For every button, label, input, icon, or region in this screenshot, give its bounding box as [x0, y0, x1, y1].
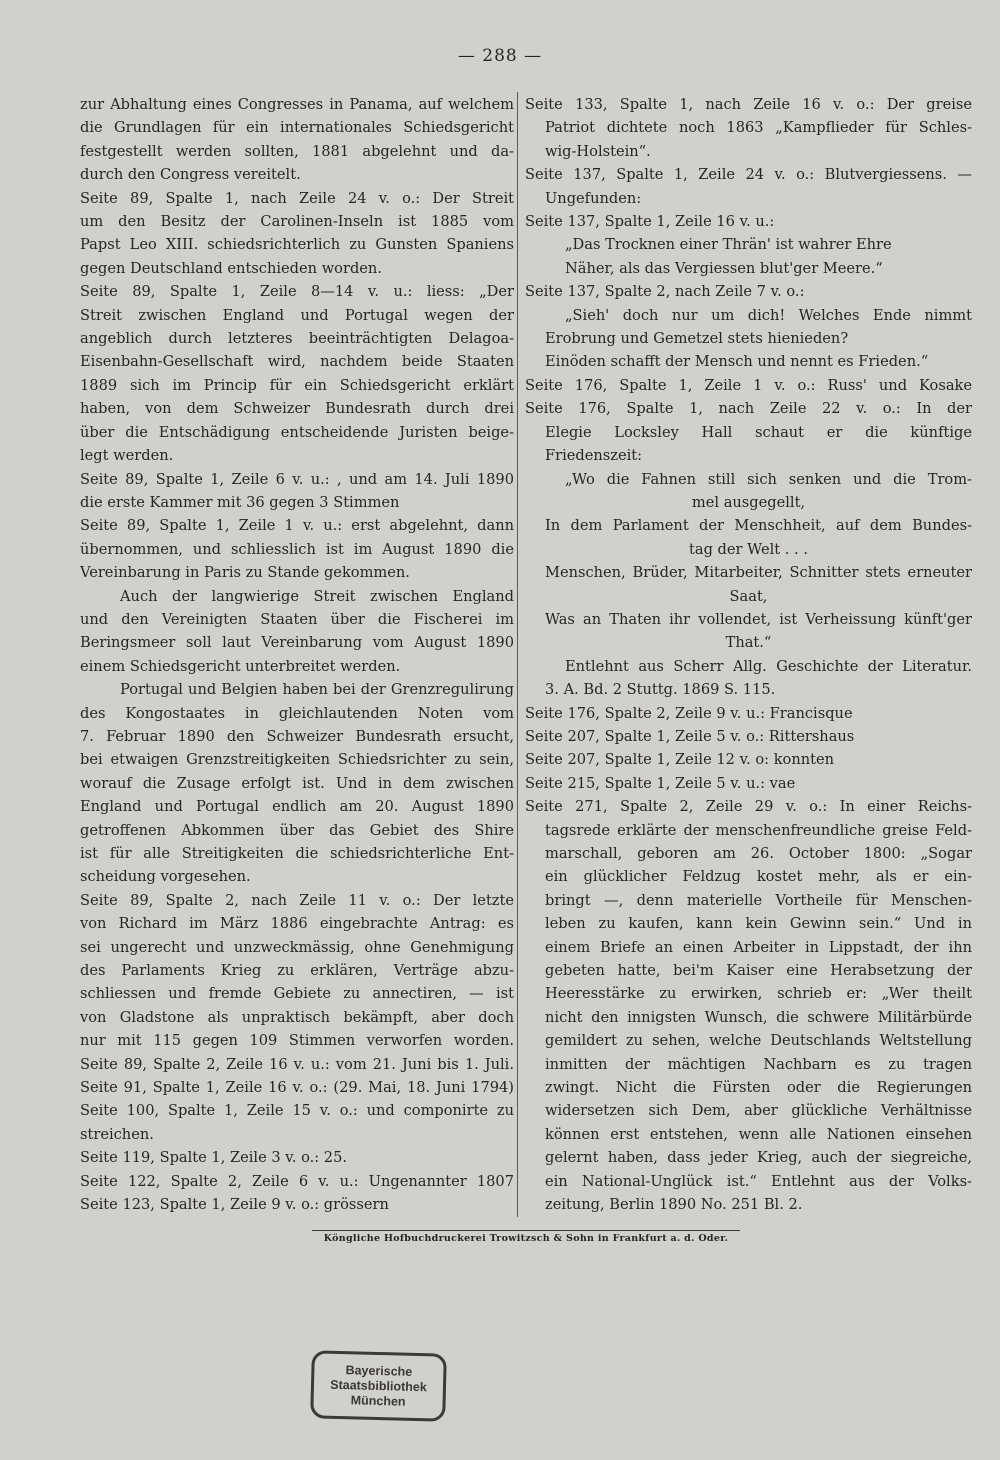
column-divider	[517, 92, 518, 1217]
text-line: Patriot dichtete noch 1863 „Kampflieder für Schles-	[545, 119, 972, 137]
text-line: festgestellt werden sollten, 1881 abgelehnt und da-	[80, 142, 514, 160]
text-line: worauf die Zusage erfolgt ist. Und in dem zwischen	[80, 774, 514, 792]
text-line: legt werden.	[80, 447, 174, 465]
text-line: Erobrung und Gemetzel stets hienieden?	[545, 330, 849, 348]
text-line: zur Abhaltung eines Congresses in Panama, auf welchem	[80, 96, 514, 113]
text-line: Seite 137, Spalte 2, nach Zeile 7 v. o.:	[525, 283, 805, 301]
text-line: „Wo die Fahnen still sich senken und die Trom-	[565, 470, 972, 488]
text-line: Vereinbarung in Paris zu Stande gekommen.	[80, 564, 410, 582]
stamp-line: Staatsbibliothek	[330, 1377, 427, 1394]
text-line: Streit zwischen England und Portugal wegen der	[80, 306, 514, 324]
text-line: Was an Thaten ihr vollendet, ist Verheissung künft'ger	[545, 610, 972, 628]
text-line: zeitung, Berlin 1890 No. 251 Bl. 2.	[545, 1196, 803, 1214]
text-line: Seite 123, Spalte 1, Zeile 9 v. o.: grössern	[80, 1196, 389, 1214]
text-line: einem Briefe an einen Arbeiter in Lippstadt, der ihn	[545, 938, 972, 956]
text-line: bringt —, denn materielle Vortheile für Menschen-	[545, 891, 972, 909]
text-line: Seite 89, Spalte 2, Zeile 16 v. u.: vom 21. Juni bis 1. Juli.	[80, 1055, 514, 1073]
text-line: die Grundlagen für ein internationales Schiedsgericht	[80, 119, 514, 137]
text-line: Seite 176, Spalte 1, Zeile 1 v. o.: Russ' und Kosake	[525, 376, 972, 394]
text-line: Eisenbahn-Gesellschaft wird, nachdem beide Staaten	[80, 353, 514, 371]
text-line: 1889 sich im Princip für ein Schiedsgericht erklärt	[80, 376, 514, 394]
text-line: Seite 122, Spalte 2, Zeile 6 v. u.: Ungenannter 1807	[80, 1172, 514, 1190]
text-line: gegen Deutschland entschieden worden.	[80, 259, 382, 277]
text-line: Seite 89, Spalte 1, nach Zeile 24 v. o.: Der Streit	[80, 189, 514, 207]
text-line: Seite 176, Spalte 2, Zeile 9 v. u.: Francisque	[525, 704, 853, 722]
text-line: Seite 89, Spalte 1, Zeile 6 v. u.: , und am 14. Juli 1890	[80, 470, 514, 488]
text-line: tag der Welt . . .	[689, 540, 808, 558]
text-line: „Das Trocknen einer Thrän' ist wahrer Ehre	[565, 236, 892, 254]
text-line: Seite 137, Spalte 1, Zeile 16 v. u.:	[525, 213, 775, 231]
text-line: Saat,	[729, 587, 768, 605]
text-line: des Parlaments Krieg zu erklären, Verträge abzu-	[80, 962, 514, 980]
left-column	[80, 93, 514, 1217]
text-line: Einöden schafft der Mensch und nennt es Frieden.“	[545, 353, 929, 371]
text-line: haben, von dem Schweizer Bundesrath durch drei	[80, 400, 514, 418]
text-line: inmitten der mächtigen Nachbarn es zu tragen	[545, 1055, 972, 1073]
text-line: Seite 215, Spalte 1, Zeile 5 v. u.: vae	[525, 774, 796, 792]
text-line: von Gladstone als unpraktisch bekämpft, aber doch	[80, 1008, 514, 1026]
text-line: Friedenszeit:	[545, 447, 643, 465]
text-line: Seite 271, Spalte 2, Zeile 29 v. o.: In einer Reichs-	[525, 798, 972, 816]
text-line: leben zu kaufen, kann kein Gewinn sein.“ Und in	[545, 915, 972, 933]
text-line: Näher, als das Vergiessen blut'ger Meere.“	[565, 259, 883, 277]
text-line: ein National-Unglück ist.“ Entlehnt aus der Volks-	[545, 1172, 972, 1190]
text-line: zwingt. Nicht die Fürsten oder die Regierungen	[545, 1079, 972, 1097]
text-line: Seite 89, Spalte 1, Zeile 8—14 v. u.: liess: „Der	[80, 283, 514, 301]
text-line: England und Portugal endlich am 20. August 1890	[80, 798, 514, 816]
text-line: 3. A. Bd. 2 Stuttg. 1869 S. 115.	[545, 681, 776, 699]
text-line: Papst Leo XIII. schiedsrichterlich zu Gunsten Spaniens	[80, 236, 514, 254]
text-line: Seite 176, Spalte 1, nach Zeile 22 v. o.: In der	[525, 400, 972, 418]
text-line: Seite 207, Spalte 1, Zeile 5 v. o.: Rittershaus	[525, 727, 855, 745]
text-line: wig-Holstein“.	[545, 142, 651, 160]
text-line: Seite 91, Spalte 1, Zeile 16 v. o.: (29. Mai, 18. Juni 1794)	[80, 1079, 514, 1097]
text-line: sei ungerecht und unzweckmässig, ohne Genehmigung	[80, 938, 514, 956]
text-line: gemildert zu sehen, welche Deutschlands Weltstellung	[545, 1032, 972, 1050]
text-line: ist für alle Streitigkeiten die schiedsrichterliche Ent-	[80, 845, 514, 862]
text-line: Seite 89, Spalte 2, nach Zeile 11 v. o.: Der letzte	[80, 891, 514, 909]
text-line: übernommen, und schliesslich ist im August 1890 die	[80, 540, 514, 558]
text-line: 7. Februar 1890 den Schweizer Bundesrath ersucht,	[80, 727, 514, 745]
text-line: Seite 119, Spalte 1, Zeile 3 v. o.: 25.	[80, 1149, 348, 1167]
page-number: — 288 —	[457, 46, 543, 66]
text-line: Elegie Locksley Hall schaut er die künftige	[545, 423, 972, 441]
text-line: gebeten hatte, bei'm Kaiser eine Herabsetzung der	[545, 962, 972, 980]
text-line: Entlehnt aus Scherr Allg. Geschichte der Literatur.	[565, 657, 972, 675]
text-line: Beringsmeer soll laut Vereinbarung vom August 1890	[80, 634, 514, 652]
text-line: mel ausgegellt,	[691, 493, 806, 511]
text-line: Ungefunden:	[545, 189, 642, 207]
text-line: von Richard im März 1886 eingebrachte Antrag: es	[80, 915, 514, 933]
text-line: einem Schiedsgericht unterbreitet werden.	[80, 657, 401, 675]
text-line: That.“	[725, 634, 772, 652]
text-line: In dem Parlament der Menschheit, auf dem Bundes-	[545, 517, 972, 535]
stamp-line: Bayerische	[345, 1362, 413, 1379]
text-line: Heeresstärke zu erwirken, schrieb er: „Wer theilt	[545, 985, 972, 1003]
text-line: „Sieh' doch nur um dich! Welches Ende nimmt	[565, 306, 972, 324]
text-line: gelernt haben, dass jeder Krieg, auch der siegreiche,	[545, 1149, 972, 1167]
text-line: über die Entschädigung entscheidende Juristen beige-	[80, 423, 514, 441]
text-line: streichen.	[80, 1125, 154, 1143]
text-line: nicht den innigsten Wunsch, die schwere Militärbürde	[545, 1008, 972, 1026]
text-line: Seite 137, Spalte 1, Zeile 24 v. o.: Blutvergiessens. —	[525, 166, 972, 184]
text-line: Auch der langwierige Streit zwischen England	[120, 587, 514, 605]
text-line: die erste Kammer mit 36 gegen 3 Stimmen	[80, 493, 400, 511]
text-line: und den Vereinigten Staaten über die Fischerei im	[80, 610, 514, 628]
text-line: marschall, geboren am 26. October 1800: „Sogar	[545, 845, 972, 862]
text-line: schliessen und fremde Gebiete zu annectiren, — ist	[80, 985, 514, 1003]
text-line: widersetzen sich Dem, aber glückliche Verhältnisse	[545, 1102, 972, 1120]
stamp-line: München	[350, 1392, 406, 1409]
library-stamp	[310, 1350, 447, 1422]
text-line: ein glücklicher Feldzug kostet mehr, als er ein-	[545, 868, 972, 886]
text-line: scheidung vorgesehen.	[80, 868, 251, 886]
text-line: Seite 207, Spalte 1, Zeile 12 v. o: konnten	[525, 751, 835, 769]
text-line: Seite 89, Spalte 1, Zeile 1 v. u.: erst abgelehnt, dann	[80, 517, 514, 535]
printer-imprint: Köngliche Hofbuchdruckerei Trowitzsch & Sohn in Frankfurt a. d. Oder.	[312, 1230, 740, 1244]
text-line: Menschen, Brüder, Mitarbeiter, Schnitter stets erneuter	[545, 564, 972, 582]
text-line: bei etwaigen Grenzstreitigkeiten Schiedsrichter zu sein,	[80, 751, 514, 769]
text-line: angeblich durch letzteres beeinträchtigten Delagoa-	[80, 330, 514, 348]
text-line: Portugal und Belgien haben bei der Grenzregulirung	[120, 681, 514, 699]
right-column	[525, 93, 972, 1217]
text-line: durch den Congress vereitelt.	[80, 166, 301, 184]
text-line: getroffenen Abkommen über das Gebiet des Shire	[80, 821, 514, 839]
text-line: Seite 133, Spalte 1, nach Zeile 16 v. o.: Der greise	[525, 96, 972, 113]
text-line: können erst entstehen, wenn alle Nationen einsehen	[545, 1125, 972, 1143]
text-line: des Kongostaates in gleichlautenden Noten vom	[80, 704, 514, 722]
text-line: nur mit 115 gegen 109 Stimmen verworfen worden.	[80, 1032, 514, 1050]
text-line: um den Besitz der Carolinen-Inseln ist 1885 vom	[80, 213, 514, 231]
text-line: Seite 100, Spalte 1, Zeile 15 v. o.: und componirte zu	[80, 1102, 514, 1120]
text-line: tagsrede erklärte der menschenfreundliche greise Feld-	[545, 821, 972, 839]
